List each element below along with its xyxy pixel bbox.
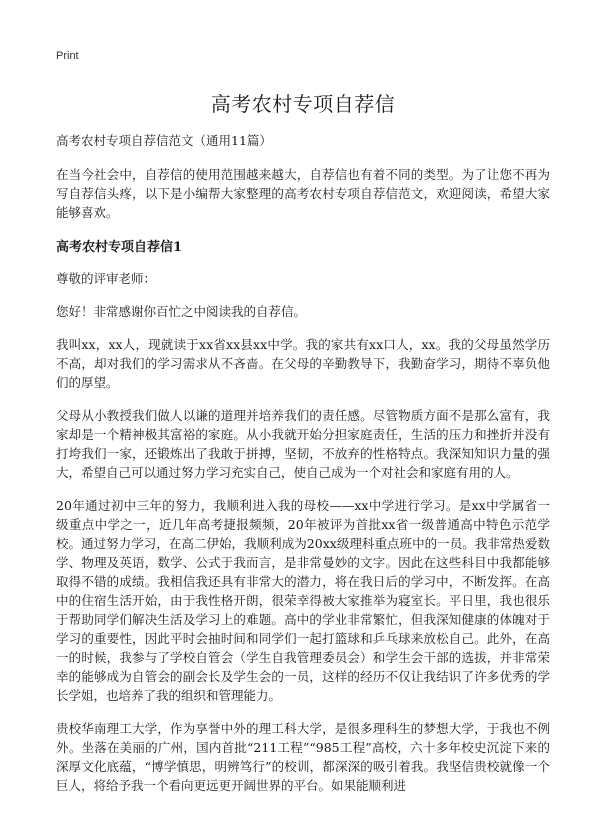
page-title: 高考农村专项自荐信 xyxy=(210,92,396,116)
body-paragraph-1: 我叫xx，xx人，现就读于xx省xx县xx中学。我的家共有xx口人，xx。我的父母虽然学历不高，却对我们的学习需求从不吝啬。在父母的辛勤教导下，我勤奋学习，期待不辜负他们的厚望。 xyxy=(56,337,550,390)
salutation: 尊敬的评审老师： xyxy=(56,271,157,286)
section-heading: 高考农村专项自荐信1 xyxy=(56,240,183,255)
greeting: 您好！非常感谢你百忙之中阅读我的自荐信。 xyxy=(56,304,307,319)
intro-paragraph: 在当今社会中，自荐信的使用范围越来越大，自荐信也有着不同的类型。为了让您不再为写自荐信头疼，以下是小编帮大家整理的高考农村专项自荐信范文，欢迎阅读，希望大家能够喜欢。 xyxy=(56,167,550,220)
body-paragraph-2: 父母从小教授我们做人以谦的道理并培养我们的责任感。尽管物质方面不是那么富有，我家却是一个精神极其富裕的家庭。从小我就开始分担家庭责任，生活的压力和挫折并没有打垮我们一家，还锻炼出了我敢于拼搏，坚韧，不放弃的性格特点。我深知知识力量的强大，希望自己可以通过努力学习充实自己，使自己成为一个对社会和家庭有用的人。 xyxy=(56,408,550,480)
subtitle: 高考农村专项自荐信范文（通用11篇） xyxy=(56,133,272,148)
print-link[interactable]: Print xyxy=(56,50,79,62)
body-paragraph-3: 20年通过初中三年的努力，我顺利进入我的母校——xx中学进行学习。是xx中学属省一级重点中学之一，近几年高考捷报频频，20年被评为首批xx省一级普通高中特色示范学校。通过努力学习，在高二伊始，我顺利成为20xx级理科重点班中的一员。我非常热爱数学、物理及英语，数学、公式于我而言，是非常曼妙的文字。因此在这些科目中我都能够取得不错的成绩。我相信我还具有非常大的潜力，将在我日后的学习中，不断发挥。在高中的住宿生活开始，由于我性格开朗，很荣幸得被大家推举为寝室长。平日里，我也很乐于帮助同学们解决生活及学习上的难题。高中的学业非常繁忙，但我深知健康的体魄对于学习的重要性，因此平时会抽时间和同学们一起打篮球和乒乓球来放松自己。此外，在高一的时候，我参与了学校自管会（学生自我管理委员会）和学生会干部的选拔，并非常荣幸的能够成为自管会的副会长及学生会的一员，这样的经历不仅让我结识了许多优秀的学长学姐，也培养了我的组织和管理能力。 xyxy=(56,498,550,703)
body-paragraph-4: 贵校华南理工大学，作为享誉中外的理工科大学，是很多理科生的梦想大学，于我也不例外。坐落在美丽的广州，国内首批“211工程”“985工程”高校，六十多年校史沉淀下来的深厚文化底蕴，“博学慎思，明辨笃行”的校训，都深深的吸引着我。我坚信贵校就像一个巨人，将给予我一个看向更远更开阔世界的平台。如果能顺利进 xyxy=(56,721,550,793)
